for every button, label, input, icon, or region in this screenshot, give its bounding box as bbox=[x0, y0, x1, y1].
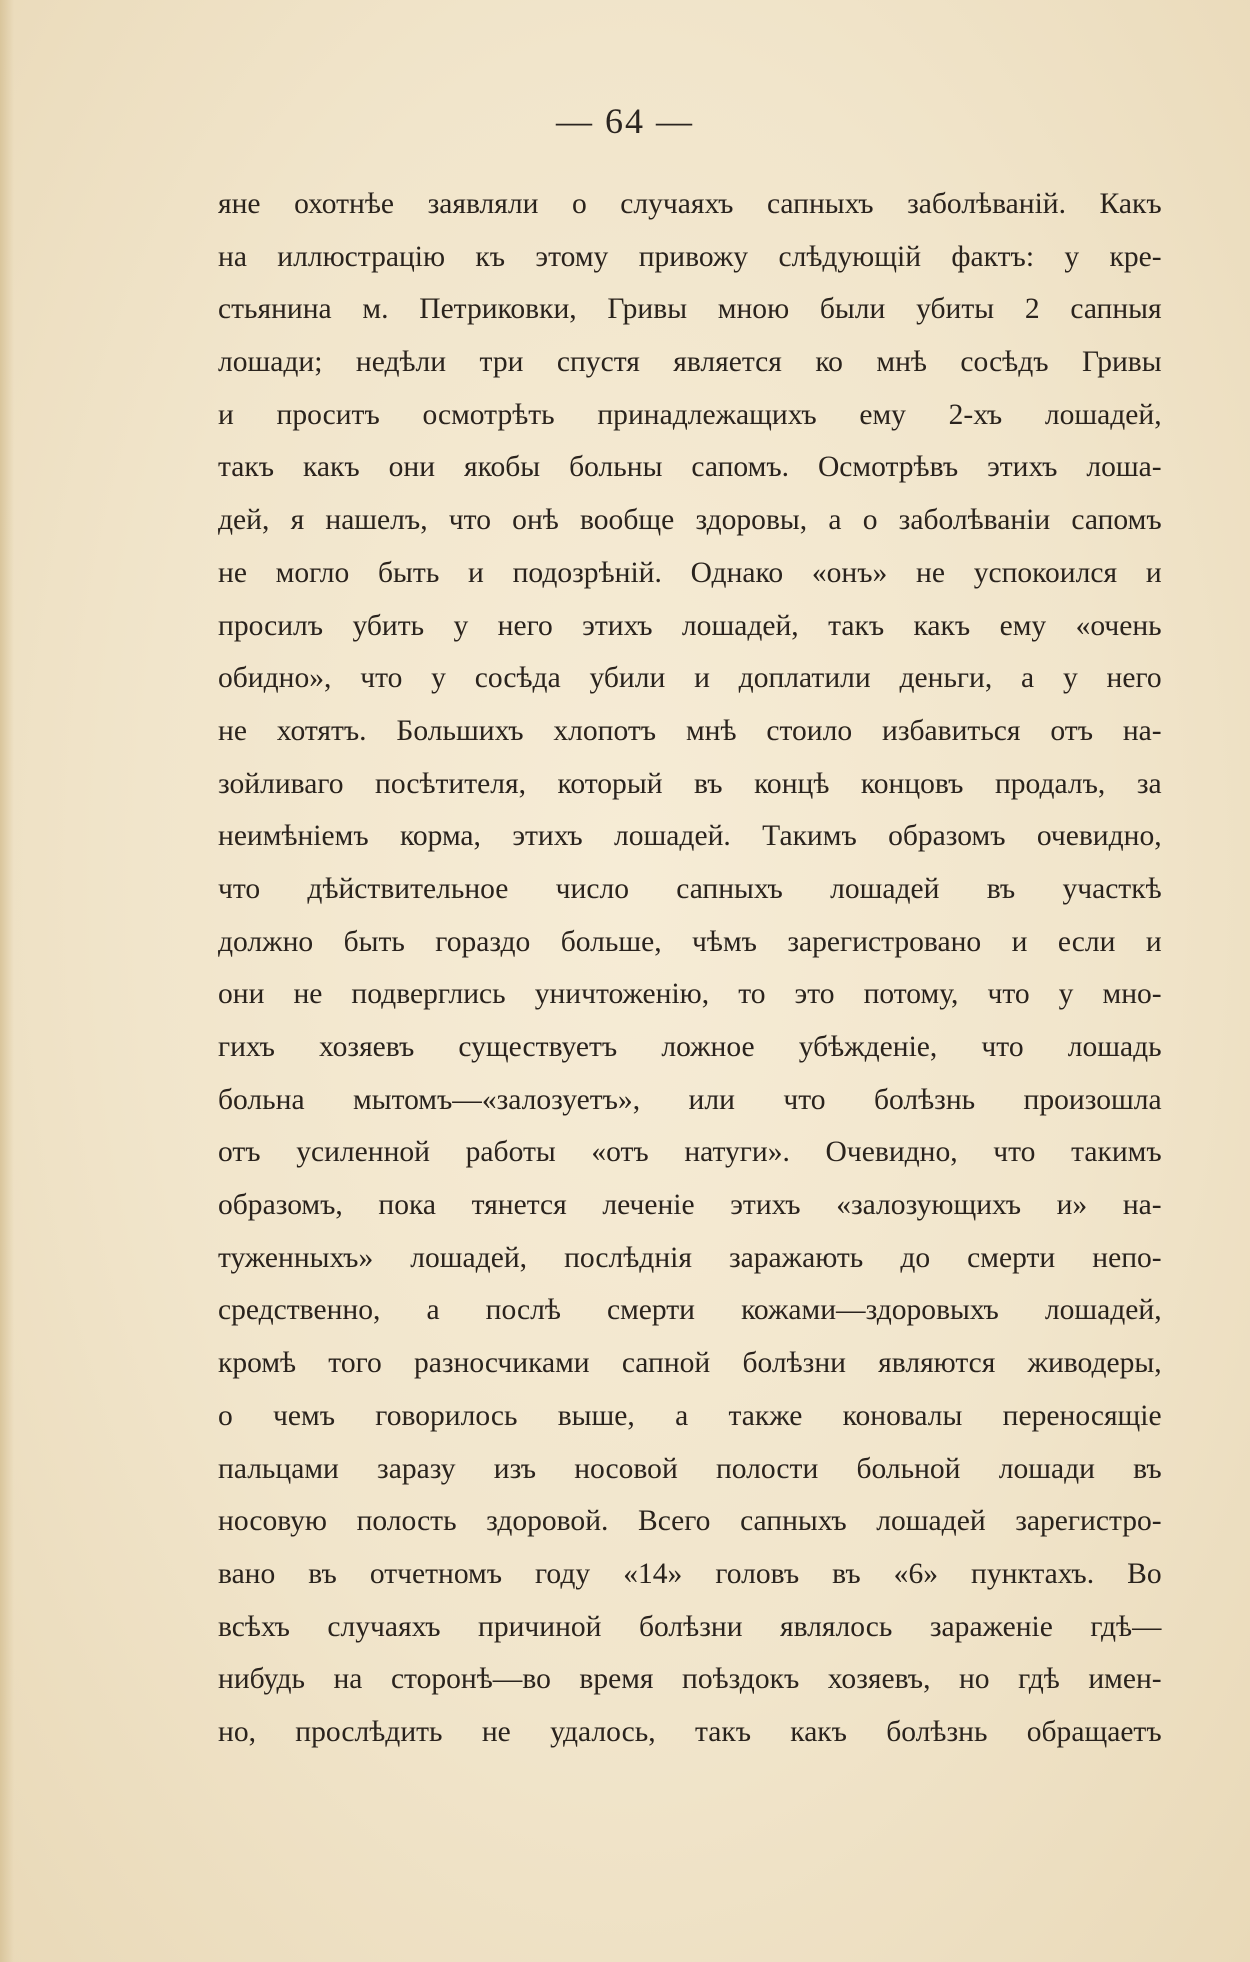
text-line: они не подверглись уничтоженію, то это потому, что у мно- bbox=[218, 977, 1162, 1011]
text-line: лошади; недѣли три спустя является ко мнѣ сосѣдъ Гривы bbox=[218, 345, 1162, 379]
text-line: не могло быть и подозрѣній. Однако «онъ» не успокоился и bbox=[218, 555, 1162, 589]
text-line: вано въ отчетномъ году «14» головъ въ «6» пунктахъ. Во bbox=[218, 1556, 1162, 1590]
text-line: зойливаго посѣтителя, который въ концѣ концовъ продалъ, за bbox=[218, 766, 1162, 800]
text-line: пальцами заразу изъ носовой полости больной лошади въ bbox=[218, 1451, 1162, 1485]
text-line: обидно», что у сосѣда убили и доплатили деньги, а у него bbox=[218, 661, 1162, 695]
text-line: что дѣйствительное число сапныхъ лошадей въ участкѣ bbox=[218, 871, 1162, 905]
text-line: отъ усиленной работы «отъ натуги». Очевидно, что такимъ bbox=[218, 1135, 1162, 1169]
text-line: всѣхъ случаяхъ причиной болѣзни являлось зараженіе гдѣ— bbox=[218, 1609, 1162, 1643]
text-line: на иллюстрацію къ этому привожу слѣдующій фактъ: у кре- bbox=[218, 239, 1162, 273]
text-line: но, прослѣдить не удалось, такъ какъ болѣзнь обращаетъ bbox=[218, 1714, 1162, 1748]
text-line: кромѣ того разносчиками сапной болѣзни являются живодеры, bbox=[218, 1346, 1162, 1380]
text-line: не хотятъ. Большихъ хлопотъ мнѣ стоило избавиться отъ на- bbox=[218, 713, 1162, 747]
text-line: образомъ, пока тянется леченіе этихъ «залозующихъ и» на- bbox=[218, 1188, 1162, 1222]
text-line: неимѣніемъ корма, этихъ лошадей. Такимъ образомъ очевидно, bbox=[218, 819, 1162, 853]
text-line: дей, я нашелъ, что онѣ вообще здоровы, а о заболѣваніи сапомъ bbox=[218, 503, 1162, 537]
text-line: нибудь на сторонѣ—во время поѣздокъ хозяевъ, но гдѣ имен- bbox=[218, 1662, 1162, 1696]
page-number: — 64 — bbox=[556, 101, 694, 141]
text-line: стьянина м. Петриковки, Гривы мною были убиты 2 сапныя bbox=[218, 292, 1162, 326]
text-line: средственно, а послѣ смерти кожами—здоровыхъ лошадей, bbox=[218, 1293, 1162, 1327]
text-line: должно быть гораздо больше, чѣмъ зарегистровано и если и bbox=[218, 924, 1162, 958]
text-line: о чемъ говорилось выше, а также коновалы переносящіе bbox=[218, 1398, 1162, 1432]
text-line: просилъ убить у него этихъ лошадей, такъ какъ ему «очень bbox=[218, 608, 1162, 642]
text-line: и проситъ осмотрѣть принадлежащихъ ему 2-хъ лошадей, bbox=[218, 397, 1162, 431]
text-line: яне охотнѣе заявляли о случаяхъ сапныхъ заболѣваній. Какъ bbox=[218, 187, 1162, 220]
text-line: больна мытомъ—«залозуетъ», или что болѣзнь произошла bbox=[218, 1082, 1162, 1116]
body-text bbox=[218, 178, 1176, 1759]
text-line: туженныхъ» лошадей, послѣднія заражають до смерти непо- bbox=[218, 1240, 1162, 1274]
text-line: гихъ хозяевъ существуетъ ложное убѣжденіе, что лошадь bbox=[218, 1030, 1162, 1063]
text-line: носовую полость здоровой. Всего сапныхъ лошадей зарегистро- bbox=[218, 1504, 1162, 1538]
text-line: такъ какъ они якобы больны сапомъ. Осмотрѣвъ этихъ лоша- bbox=[218, 450, 1162, 484]
page-edge-shadow bbox=[0, 0, 14, 1962]
